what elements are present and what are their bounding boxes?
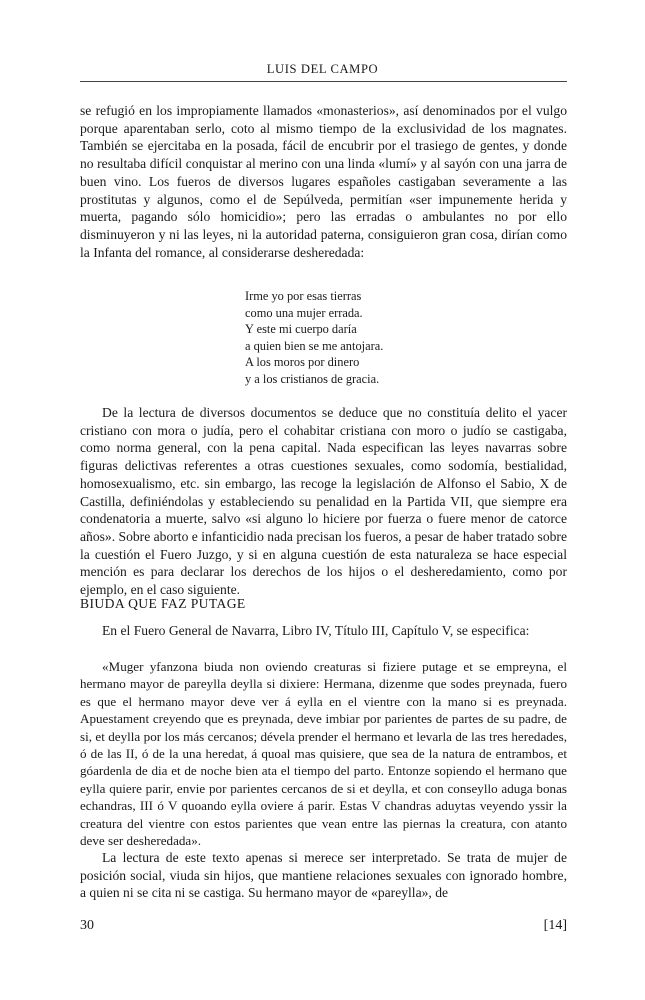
poem-line: Y este mi cuerpo daría: [245, 322, 357, 337]
poem-line: y a los cristianos de gracia.: [245, 371, 380, 386]
paragraph-1: se refugió en los impropiamente llamados «monasterios», así denominados por el vulgo porque aparentaban serlo, coto al mismo tiempo de la exclusividad de los magnates. También se ejercitaba en la posada, fácil de encubrir por el trasiego de gentes, y donde no resultaba difícil conquistar al merino con una linda «lumí» y al sayón con una jarra de buen vino. Los fueros de diversos lugares españoles castigaban severamente a las prostitutas y algunos, como el de Sepúlveda, permitían «ser impunemente herida y muerta, pagando sólo homicidio»; pero las erradas o ambulantes no por ello disminuyeron y ni las leyes, ni la autoridad paterna, consiguieron gran cosa, dirían como la Infanta del romance, al considerarse desheredada:: [80, 103, 567, 260]
fuero-quote: «Muger yfanzona biuda non oviendo creaturas si fiziere putage et se empreyna, el hermano mayor de pareylla deylla si dixiere: Hermana, dizenme que sodes preynada, fuero es que el hermano mayor deve ver á eylla en el vientre con la mano si es preynada. Apuestament creyendo que es preynada, deve imbiar por parientes de partes de su padre, de si, et deylla por los más cercanos; dévela prender el hermano et levarla de las tres heredades, ó de las II, ó de la una heredat, á quoal mas quisiere, que sea de la natura de entrambos, et góardenla de dia et de noche bien ata el tiempo del parto. Entonze sopiendo el hermano que eylla quiere parir, envie por parientes cercanos de si et deylla, et con conseyllo aduga bonas echandras, III ó V quoando eylla oviere á parir. Estas V chandras aduytas veyendo yssir la creatura del vientre con estos parientes que vean entre las piernas la creatura, con atanto deve ser desheredada».: [80, 659, 567, 849]
poem: [245, 288, 383, 388]
bracket-page-ref: [14]: [543, 918, 567, 933]
paragraph-2: De la lectura de diversos documentos se deduce que no constituía delito el yacer cristiano con mora o judía, pero el cohabitar cristiana con moro o judío se castigaba, como norma general, con la pena capital. Nada especifican las leyes navarras sobre figuras delictivas referentes a otras cuestiones sexuales, como sodomía, bestialidad, homosexualismo, etc. sin embargo, las recoge la legislación de Alfonso el Sabio, X de Castilla, definiéndolas y estableciendo su penalidad en la Partida VII, que siempre era condenatoria a muerte, salvo «si alguno lo hiciere por fuerza o fuere menor de catorce años». Sobre aborto e infanticidio nada precisan los fueros, a pesar de haber tratado sobre la cuestión el Fuero Juzgo, y si en alguna cuestión de esta naturaleza se hace especial mención es para declarar los derechos de los hijos o el desheredamiento, como por ejemplo, en el caso siguiente.: [80, 405, 567, 598]
poem-line: a quien bien se me antojara.: [245, 338, 384, 353]
poem-line: como una mujer errada.: [245, 305, 363, 320]
poem-line: Irme yo por esas tierras: [245, 289, 362, 303]
running-title: LUIS DEL CAMPO: [266, 62, 379, 76]
page-number: 30: [80, 918, 94, 933]
header-rule: [80, 81, 567, 82]
paragraph-3: En el Fuero General de Navarra, Libro IV, Título III, Capítulo V, se especifica:: [102, 623, 530, 638]
section-heading: BIUDA QUE FAZ PUTAGE: [80, 596, 246, 611]
paragraph-4: La lectura de este texto apenas si merece ser interpretado. Se trata de mujer de posición social, viuda sin hijos, que mantiene relaciones sexuales con ignorado hombre, a quien ni se cita ni se castiga. Su hermano mayor de «pareylla», de: [80, 850, 567, 901]
poem-line: A los moros por dinero: [245, 355, 360, 370]
